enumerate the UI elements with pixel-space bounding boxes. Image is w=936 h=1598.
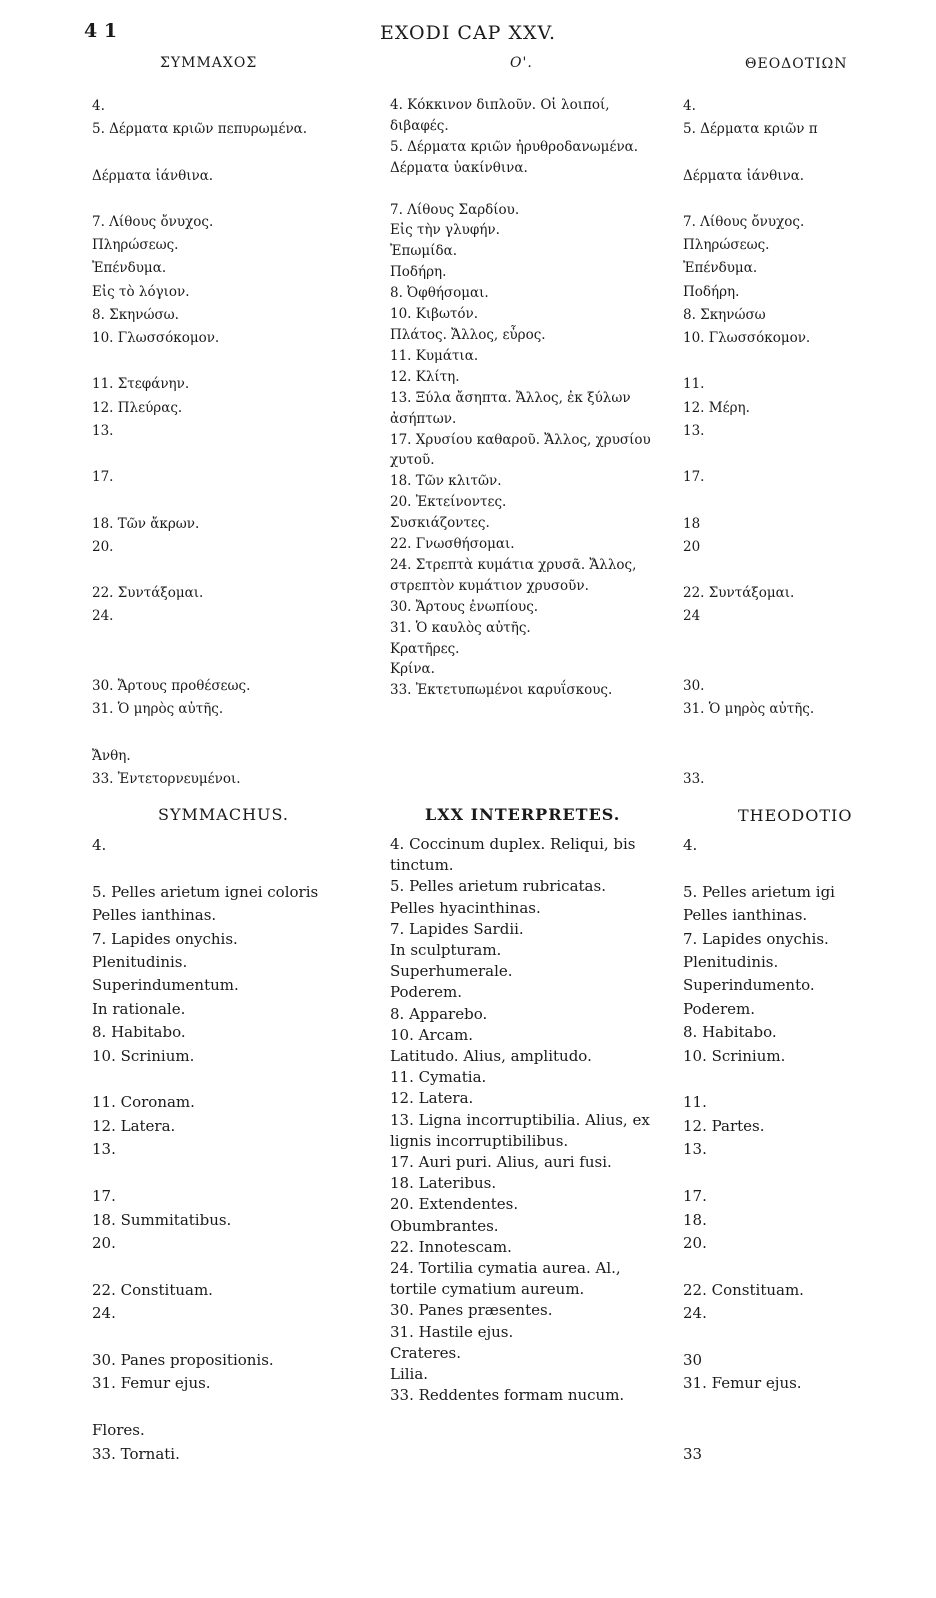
- verse-entry: [683, 489, 933, 512]
- verse-entry: [92, 1396, 392, 1419]
- verse-entry: 10. Κιβωτόν.: [390, 306, 479, 323]
- greek-col3-heading: ΘΕΟΔΟΤΙΩΝ: [745, 56, 848, 72]
- greek-theodotion-column: [683, 95, 933, 791]
- verse-entry: 4.: [92, 836, 107, 854]
- verse-entry: [92, 489, 392, 512]
- verse-entry: [92, 1326, 392, 1349]
- verse-entry: 4. Coccinum duplex. Reliqui, bis tinctum.: [390, 835, 636, 875]
- verse-entry: 20. Extendentes.: [390, 1195, 519, 1214]
- verse-entry: [92, 1068, 392, 1091]
- verse-entry: 22. Συντάξομαι.: [92, 585, 204, 602]
- verse-entry: 31. Ὁ μηρὸς αὐτῆς.: [92, 701, 224, 718]
- verse-entry: [92, 857, 392, 880]
- verse-entry: 12. Latera.: [92, 1116, 176, 1135]
- verse-entry: 24.: [92, 1304, 116, 1323]
- verse-entry: 18. Summitatibus.: [92, 1210, 232, 1229]
- verse-entry: 33. Ἐντετορνευμένοι.: [92, 770, 241, 787]
- verse-entry: Pelles ianthinas.: [683, 906, 808, 925]
- verse-entry: 22. Constituam.: [683, 1280, 804, 1299]
- verse-entry: [92, 141, 392, 164]
- verse-entry: 20.: [92, 538, 114, 555]
- verse-entry: Plenitudinis.: [92, 953, 188, 972]
- verse-entry: Ποδήρη.: [683, 283, 740, 300]
- verse-entry: Πληρώσεως.: [92, 237, 179, 254]
- verse-entry: Πλάτος. Ἄλλος, εὖρος.: [390, 326, 546, 343]
- verse-entry: 24.: [92, 608, 114, 625]
- verse-entry: [683, 1419, 933, 1442]
- verse-entry: 33.: [683, 770, 705, 787]
- verse-entry: 18: [683, 515, 701, 532]
- verse-entry: 18. Τῶν κλιτῶν.: [390, 473, 502, 490]
- latin-symmachus-column: [92, 834, 392, 1466]
- verse-entry: 30: [683, 1350, 703, 1369]
- verse-entry: 11.: [683, 376, 705, 393]
- verse-entry: Plenitudinis.: [683, 953, 779, 972]
- verse-entry: 18. Τῶν ἄκρων.: [92, 515, 200, 532]
- verse-entry: [683, 1162, 933, 1185]
- verse-entry: 11. Cymatia.: [390, 1068, 487, 1087]
- verse-entry: 11. Coronam.: [92, 1093, 195, 1112]
- verse-entry: 5. Pelles arietum ignei coloris: [92, 882, 319, 901]
- verse-entry: 4.: [683, 98, 696, 114]
- verse-entry: [683, 1396, 933, 1419]
- verse-entry: 18.: [683, 1210, 707, 1229]
- verse-entry: 31. Ὁ μηρὸς αὐτῆς.: [683, 701, 815, 718]
- verse-entry: Flores.: [92, 1421, 145, 1440]
- verse-entry: 5. Δέρματα κριῶν π: [683, 121, 818, 138]
- verse-entry: 8. Habitabo.: [683, 1023, 777, 1042]
- running-title: EXODI CAP XXV.: [380, 22, 556, 44]
- verse-entry: 7. Lapides onychis.: [92, 929, 238, 948]
- verse-entry: [683, 629, 933, 652]
- verse-entry: 11. Κυμάτια.: [390, 347, 479, 364]
- verse-entry: Συσκιάζοντες.: [390, 515, 490, 532]
- verse-entry: 31. Ὁ καυλὸς αὐτῆς.: [390, 619, 531, 636]
- verse-entry: [683, 1068, 933, 1091]
- verse-entry: Latitudo. Alius, amplitudo.: [390, 1047, 592, 1066]
- verse-entry: 17. Auri puri. Alius, auri fusi.: [390, 1153, 612, 1172]
- verse-entry: Lilia.: [390, 1365, 429, 1384]
- verse-entry: 33: [683, 1444, 703, 1463]
- verse-entry: 10. Γλωσσόκομον.: [683, 330, 811, 347]
- verse-entry: Superindumento.: [683, 976, 815, 995]
- verse-entry: 12. Latera.: [390, 1089, 474, 1108]
- verse-entry: 24.: [683, 1304, 707, 1323]
- verse-entry: 22. Γνωσθήσομαι.: [390, 536, 515, 553]
- verse-entry: [683, 652, 933, 675]
- verse-entry: 30. Panes præsentes.: [390, 1301, 553, 1320]
- verse-entry: 22. Constituam.: [92, 1280, 213, 1299]
- verse-entry: Κρίνα.: [390, 661, 435, 678]
- verse-entry: 17.: [683, 1187, 707, 1206]
- verse-entry: 22. Συντάξομαι.: [683, 585, 795, 602]
- verse-entry: 10. Scrinium.: [92, 1046, 195, 1065]
- verse-entry: 33. Tornati.: [92, 1444, 180, 1463]
- verse-entry: 33. Reddentes formam nucum.: [390, 1386, 625, 1405]
- verse-entry: Δέρματα ἰάνθινα.: [92, 167, 214, 184]
- verse-entry: [92, 629, 392, 652]
- verse-entry: Poderem.: [390, 983, 463, 1002]
- verse-entry: [92, 1255, 392, 1278]
- verse-entry: [683, 141, 933, 164]
- latin-col3-heading: THEODOTIO: [738, 806, 853, 825]
- verse-entry: 7. Lapides onychis.: [683, 929, 829, 948]
- verse-entry: 24. Στρεπτὰ κυμάτια χρυσᾶ. Ἄλλος, στρεπτὸν κυμάτιον χρυσοῦν.: [390, 556, 637, 594]
- verse-entry: 10. Scrinium.: [683, 1046, 786, 1065]
- verse-entry: 20.: [683, 1233, 707, 1252]
- verse-entry: [683, 721, 933, 744]
- verse-entry: 8. Apparebo.: [390, 1004, 488, 1023]
- greek-col2-heading: Ο'.: [510, 55, 533, 71]
- verse-entry: 8. Habitabo.: [92, 1023, 186, 1042]
- verse-entry: 20. Ἐκτείνοντες.: [390, 494, 507, 511]
- greek-septuagint-column: [390, 95, 665, 701]
- verse-entry: 12. Partes.: [683, 1116, 765, 1135]
- verse-entry: 12. Κλίτη.: [390, 368, 460, 385]
- verse-entry: 18. Lateribus.: [390, 1174, 497, 1193]
- verse-entry: Ἐπένδυμα.: [92, 260, 167, 277]
- verse-entry: 10. Arcam.: [390, 1025, 473, 1044]
- verse-entry: Crateres.: [390, 1343, 462, 1362]
- verse-entry: Εἰς τὴν γλυφήν.: [390, 222, 500, 239]
- verse-entry: 33. Ἐκτετυπωμένοι καρυΐσκους.: [390, 682, 613, 699]
- verse-entry: 31. Femur ejus.: [92, 1374, 211, 1393]
- verse-entry: Πληρώσεως.: [683, 237, 770, 254]
- verse-entry: 22. Innotescam.: [390, 1237, 512, 1256]
- verse-entry: [683, 857, 933, 880]
- verse-entry: Superindumentum.: [92, 976, 239, 995]
- verse-entry: In rationale.: [92, 999, 186, 1018]
- verse-entry: 20.: [92, 1233, 116, 1252]
- latin-col2-heading: LXX INTERPRETES.: [425, 805, 621, 824]
- verse-entry: Pelles hyacinthinas.: [390, 898, 541, 917]
- greek-col1-heading: ΣΥΜΜΑΧΟΣ: [160, 55, 258, 71]
- verse-entry: 11.: [683, 1093, 707, 1112]
- verse-entry: Ἐπένδυμα.: [683, 260, 758, 277]
- verse-entry: 8. Σκηνώσω: [683, 306, 766, 323]
- page-number: 4 1: [84, 20, 118, 42]
- verse-entry: [390, 179, 665, 200]
- verse-entry: 5. Pelles arietum rubricatas.: [390, 877, 606, 896]
- verse-entry: 8. Σκηνώσω.: [92, 306, 179, 323]
- verse-entry: 24: [683, 608, 701, 625]
- verse-entry: Obumbrantes.: [390, 1216, 499, 1235]
- verse-entry: Εἰς τὸ λόγιον.: [92, 283, 190, 300]
- verse-entry: Δέρματα ἰάνθινα.: [683, 167, 805, 184]
- verse-entry: 17.: [683, 469, 705, 486]
- verse-entry: [683, 443, 933, 466]
- verse-entry: [92, 721, 392, 744]
- verse-entry: 30. Panes propositionis.: [92, 1350, 274, 1369]
- verse-entry: 8. Ὀφθήσομαι.: [390, 285, 489, 302]
- verse-entry: [92, 350, 392, 373]
- verse-entry: 5. Δέρματα κριῶν πεπυρωμένα.: [92, 121, 308, 138]
- verse-entry: Δέρματα ὑακίνθινα.: [390, 159, 528, 176]
- verse-entry: 5. Δέρματα κριῶν ἠρυθροδανωμένα.: [390, 138, 639, 155]
- verse-entry: Ἄνθη.: [92, 747, 131, 764]
- verse-entry: 17. Χρυσίου καθαροῦ. Ἄλλος, χρυσίου χυτοῦ.: [390, 431, 651, 469]
- verse-entry: Ἐπωμίδα.: [390, 243, 457, 260]
- verse-entry: 7. Λίθους ὄνυχος.: [683, 214, 805, 231]
- latin-theodotion-column: [683, 834, 933, 1466]
- verse-entry: [92, 188, 392, 211]
- verse-entry: [92, 443, 392, 466]
- verse-entry: [683, 188, 933, 211]
- verse-entry: 31. Hastile ejus.: [390, 1322, 514, 1341]
- verse-entry: [92, 1162, 392, 1185]
- verse-entry: 13.: [92, 1140, 116, 1159]
- greek-symmachus-column: [92, 95, 392, 791]
- verse-entry: 13.: [92, 422, 114, 439]
- verse-entry: 4.: [92, 98, 105, 114]
- verse-entry: 30. Ἄρτους προθέσεως.: [92, 678, 251, 695]
- verse-entry: 17.: [92, 469, 114, 486]
- verse-entry: 13.: [683, 422, 705, 439]
- verse-entry: 11. Στεφάνην.: [92, 376, 190, 393]
- verse-entry: 17.: [92, 1187, 116, 1206]
- latin-septuagint-column: [390, 834, 665, 1406]
- verse-entry: [683, 745, 933, 768]
- verse-entry: [92, 559, 392, 582]
- verse-entry: 10. Γλωσσόκομον.: [92, 330, 220, 347]
- verse-entry: 13.: [683, 1140, 707, 1159]
- verse-entry: 5. Pelles arietum igi: [683, 882, 835, 901]
- verse-entry: 7. Lapides Sardii.: [390, 919, 524, 938]
- verse-entry: 20: [683, 538, 701, 555]
- verse-entry: Κρατῆρες.: [390, 640, 460, 657]
- verse-entry: 13. Ligna incorruptibilia. Alius, ex lignis incorruptibilibus.: [390, 1110, 650, 1150]
- verse-entry: 24. Tortilia cymatia aurea. Al., tortile cymatium aureum.: [390, 1259, 621, 1299]
- verse-entry: Superhumerale.: [390, 962, 513, 981]
- verse-entry: [683, 1255, 933, 1278]
- verse-entry: Pelles ianthinas.: [92, 906, 217, 925]
- verse-entry: [92, 652, 392, 675]
- verse-entry: 12. Πλεύρας.: [92, 399, 183, 416]
- verse-entry: 31. Femur ejus.: [683, 1374, 802, 1393]
- verse-entry: 30.: [683, 678, 705, 695]
- verse-entry: 7. Λίθους ὄνυχος.: [92, 214, 214, 231]
- latin-col1-heading: SYMMACHUS.: [158, 805, 289, 824]
- verse-entry: In sculpturam.: [390, 941, 502, 960]
- verse-entry: 4. Κόκκινον διπλοῦν. Οἱ λοιποί, διβαφές.: [390, 97, 610, 134]
- verse-entry: [683, 1326, 933, 1349]
- verse-entry: 30. Ἄρτους ἐνωπίους.: [390, 598, 539, 615]
- verse-entry: [683, 559, 933, 582]
- verse-entry: 7. Λίθους Σαρδίου.: [390, 201, 520, 218]
- verse-entry: 13. Ξύλα ἄσηπτα. Ἄλλος, ἐκ ξύλων ἀσήπτων.: [390, 389, 631, 427]
- verse-entry: Ποδήρη.: [390, 264, 447, 281]
- verse-entry: Poderem.: [683, 999, 756, 1018]
- verse-entry: 4.: [683, 836, 698, 854]
- verse-entry: [683, 350, 933, 373]
- verse-entry: 12. Μέρη.: [683, 399, 750, 416]
